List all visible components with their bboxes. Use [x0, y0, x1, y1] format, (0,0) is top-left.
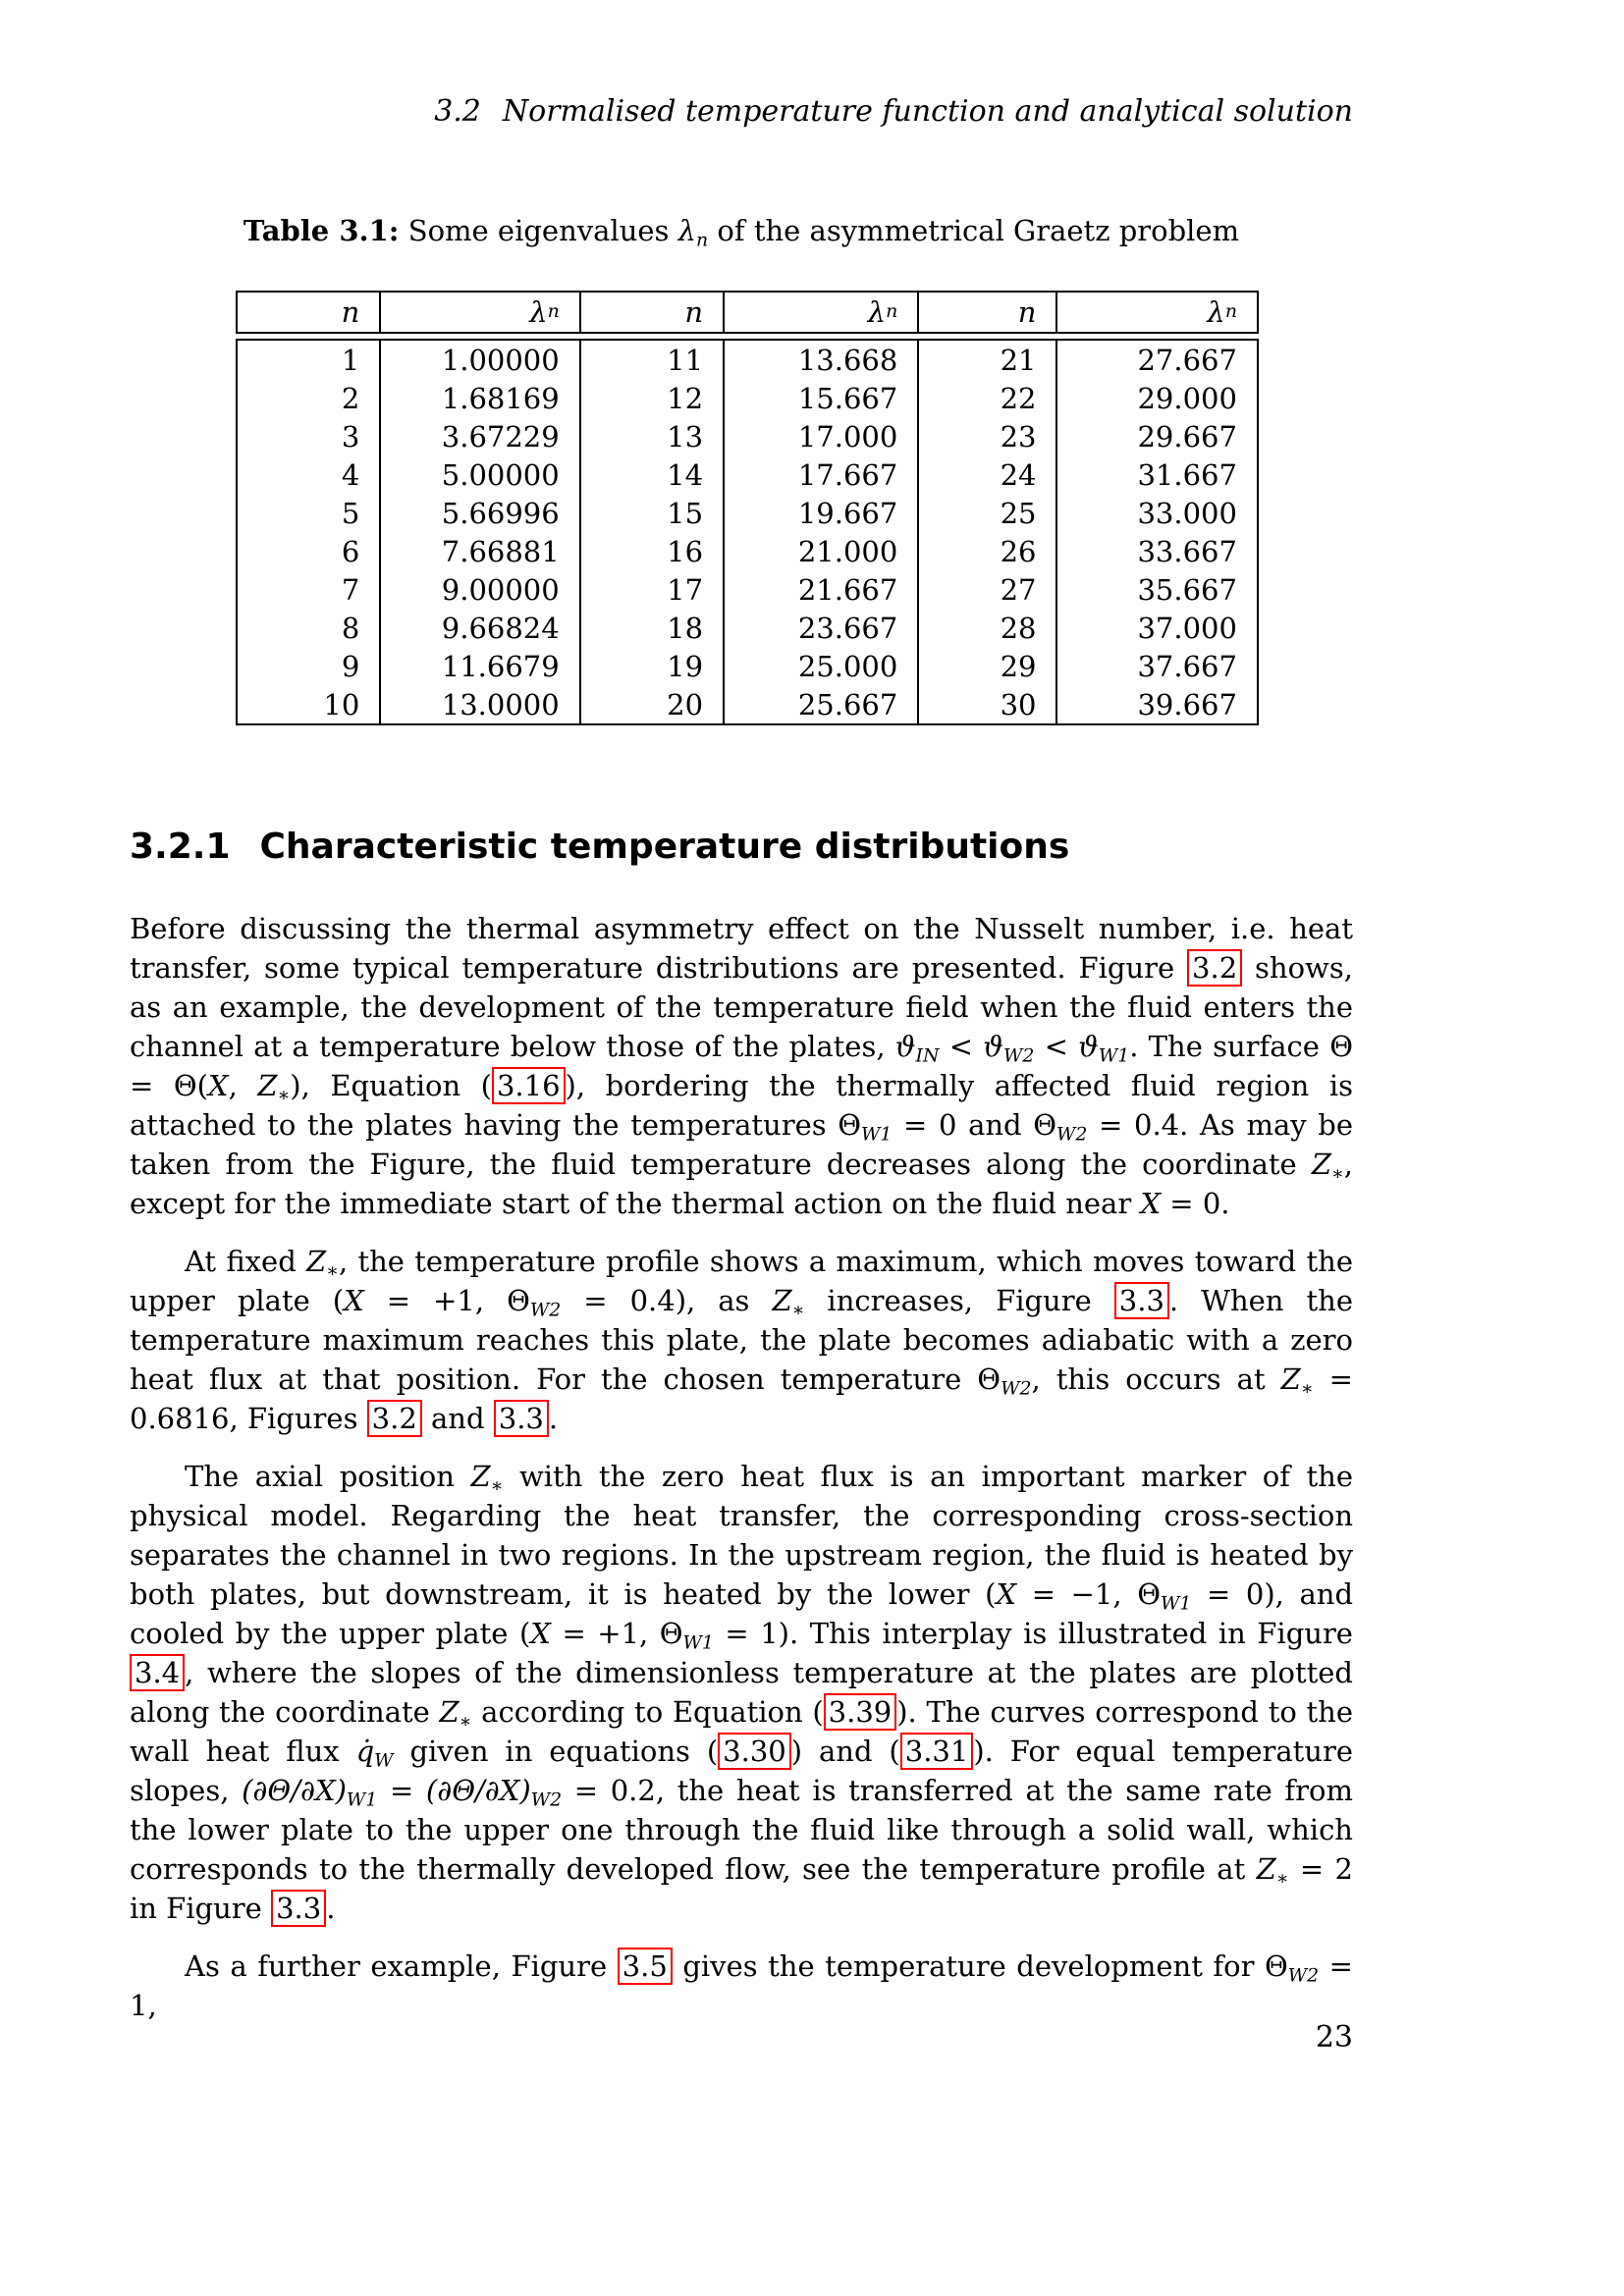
text-run: given in equations ( [393, 1735, 719, 1768]
paragraph-3 [130, 1457, 1353, 1928]
ref-link[interactable]: 3.3 [1114, 1282, 1169, 1319]
section-heading [130, 827, 1069, 867]
subscript: W2 [1002, 1045, 1035, 1067]
table-cell: 29.667 [1056, 417, 1256, 455]
math-symbol: n [1017, 295, 1037, 329]
subscript: ∗ [1275, 1868, 1289, 1890]
math-symbol: ϑ [894, 1030, 916, 1063]
page-number: 23 [1315, 2020, 1353, 2055]
table-cell: 23 [917, 417, 1056, 455]
table-cell: 10 [323, 687, 360, 721]
table-cell: 6 [341, 534, 360, 568]
table-cell: 15.667 [723, 379, 917, 417]
text-run: with the zero heat flux is an important marker of the physical model. Regarding the heat transfer, the corresponding cross-section separates the channel in two regions. In the upstream region, the fluid is heated by both plates, but downstream, it is heated by the lower ( [130, 1460, 1353, 1611]
ref-link[interactable]: 3.31 [900, 1733, 974, 1770]
body-text [130, 909, 1353, 2044]
subscript: ∗ [1300, 1378, 1314, 1400]
table-cell: 18 [579, 609, 723, 647]
text-run: , [228, 1069, 258, 1102]
math-symbol: Z [306, 1245, 327, 1278]
subscript: W1 [346, 1789, 378, 1811]
column-header: λ n [379, 293, 578, 332]
table-cell: 27 [917, 570, 1056, 609]
subscript: W1 [861, 1124, 893, 1146]
table-cell: 12 [579, 379, 723, 417]
text-run: = 0 and Θ [892, 1108, 1057, 1142]
text-run: = −1, Θ [1016, 1577, 1161, 1611]
table-cell: 35.667 [1056, 570, 1256, 609]
column-header: λ n [1056, 293, 1256, 332]
table-cell: 1.00000 [379, 341, 578, 379]
subscript: W1 [1161, 1593, 1192, 1615]
text-run: , except for the immediate start of the thermal action on the fluid near [130, 1148, 1353, 1220]
table-cell: 15 [579, 494, 723, 532]
text-run: < [1034, 1030, 1079, 1063]
math-symbol: X [344, 1284, 364, 1317]
table-cell: 26 [917, 532, 1056, 570]
text-run: ). The curves correspond to the wall heat flux [130, 1695, 1354, 1768]
column-header [579, 293, 723, 332]
math-symbol: X [530, 1617, 551, 1650]
table-cell: 17.000 [723, 417, 917, 455]
table-cell: 16 [579, 532, 723, 570]
text-run: Before discussing the thermal asymmetry effect on the Nusselt number, i.e. heat transfer, some typical temperature distributions are presented. Figure [130, 912, 1353, 985]
column-header [238, 293, 379, 332]
subscript: W2 [1287, 1965, 1320, 1987]
text-run: ) and ( [790, 1735, 900, 1768]
math-symbol: n [341, 295, 360, 329]
subscript: W2 [529, 1300, 562, 1321]
text-run: shows, as an example, the development of the temperature field when the fluid enters the channel at a temperature below those of the plates, [130, 951, 1353, 1063]
running-header-number: 3.2 [434, 94, 481, 129]
table-cell: 33.667 [1056, 532, 1256, 570]
table-cell: 5.00000 [379, 455, 578, 494]
text-run: ), bordering the thermally affected fluid region is attached to the plates having the temperatures Θ [130, 1069, 1353, 1142]
ref-link[interactable]: 3.39 [824, 1693, 897, 1731]
ref-link[interactable]: 3.2 [1187, 949, 1242, 987]
subscript: W1 [682, 1632, 714, 1654]
text-run: = 0), and cooled by the upper plate ( [130, 1577, 1354, 1650]
math-symbol: λ [677, 214, 697, 247]
table-cell: 20 [579, 685, 723, 723]
table-cell: 9 [341, 649, 360, 683]
table-cell: 13 [579, 417, 723, 455]
table-cell: 7 [341, 572, 360, 607]
text-run: = 0. [1161, 1187, 1230, 1220]
math-symbol: q̇ [355, 1735, 375, 1768]
table-cell: 25 [917, 494, 1056, 532]
math-symbol: Z [439, 1695, 460, 1729]
ref-link[interactable]: 3.30 [718, 1733, 791, 1770]
subscript: W [374, 1750, 394, 1772]
math-symbol: ϑ [1078, 1030, 1099, 1063]
table-cell: 21.667 [723, 570, 917, 609]
text-run: , this occurs at [1031, 1362, 1281, 1396]
table-cell: 14 [579, 455, 723, 494]
subscript: W2 [1056, 1124, 1088, 1146]
ref-link[interactable]: 3.3 [271, 1890, 326, 1927]
text-run: . The surface Θ = Θ( [130, 1030, 1353, 1102]
math-symbol: X [1140, 1187, 1162, 1220]
ref-link[interactable]: 3.5 [618, 1948, 673, 1985]
math-symbol: Z [1256, 1852, 1276, 1886]
text-run: = 0.4. As may be taken from the Figure, the fluid temperature decreases along the coordinate [130, 1108, 1353, 1181]
table-cell: 39.667 [1056, 685, 1256, 723]
table-cell: 11.6679 [379, 647, 578, 685]
table-cell: 21.000 [723, 532, 917, 570]
ref-link[interactable]: 3.4 [130, 1654, 185, 1691]
table-cell: 24 [917, 455, 1056, 494]
paragraph-4 [130, 1947, 1353, 2025]
subscript: W2 [530, 1789, 563, 1811]
section-title: Characteristic temperature distributions [259, 827, 1070, 867]
table-cell: 28 [917, 609, 1056, 647]
table-cell: 33.000 [1056, 494, 1256, 532]
text-run: = 0.2, the heat is transferred at the same rate from the lower plate to the upper one through the fluid like through a solid wall, which corresponds to the thermally developed flow, see the temperature profile at [130, 1774, 1353, 1886]
running-header-title: Normalised temperature function and analytical solution [502, 94, 1353, 129]
section-number: 3.2.1 [130, 827, 231, 867]
math-symbol: Z [1311, 1148, 1331, 1181]
table-cell: 9.66824 [379, 609, 578, 647]
subscript: ∗ [490, 1475, 504, 1497]
table-cell: 22 [917, 379, 1056, 417]
text-run: Some eigenvalues [399, 214, 678, 247]
table-cell: 25.000 [723, 647, 917, 685]
table-cell: 17.667 [723, 455, 917, 494]
running-header [130, 94, 1353, 129]
math-symbol: Z [257, 1069, 278, 1102]
eigenvalues-table [236, 291, 1259, 725]
math-symbol: λ [529, 295, 548, 329]
math-symbol: (∂Θ/∂X) [242, 1774, 347, 1807]
table-cell: 27.667 [1056, 341, 1256, 379]
table-cell: 13.668 [723, 341, 917, 379]
table-cell: 23.667 [723, 609, 917, 647]
text-run: = 2 in Figure [130, 1852, 1354, 1925]
table-cell: 31.667 [1056, 455, 1256, 494]
subscript: n [696, 230, 709, 251]
text-run: ), Equation ( [290, 1069, 492, 1102]
math-symbol: Z [772, 1284, 792, 1317]
table-cell: 29 [917, 647, 1056, 685]
text-run: , the temperature profile shows a maximum, which moves toward the upper plate ( [130, 1245, 1353, 1317]
table-cell: 30 [917, 685, 1056, 723]
subscript: ∗ [459, 1711, 472, 1733]
text-run: As a further example, Figure [185, 1949, 618, 1983]
table-cell: 3 [341, 419, 360, 454]
math-symbol: λ [1207, 295, 1225, 329]
subscript: ∗ [277, 1085, 291, 1106]
text-run: according to Equation ( [471, 1695, 824, 1729]
text-run: . [548, 1402, 559, 1435]
math-symbol: X [207, 1069, 229, 1102]
subscript: W1 [1098, 1045, 1130, 1067]
table-cell: 1.68169 [379, 379, 578, 417]
text-run: At fixed [185, 1245, 307, 1278]
caption-label: Table 3.1: [243, 214, 400, 247]
math-symbol: Z [1280, 1362, 1301, 1396]
text-run: ). For equal temperature slopes, [130, 1735, 1353, 1807]
text-run: = +1, Θ [550, 1617, 683, 1650]
table-cell: 19 [579, 647, 723, 685]
table-cell: 3.67229 [379, 417, 578, 455]
table-cell: 4 [341, 457, 360, 492]
table-body [236, 339, 1259, 725]
paragraph-2 [130, 1242, 1353, 1438]
math-symbol: (∂Θ/∂X) [425, 1774, 531, 1807]
table-cell: 8 [341, 611, 360, 645]
ref-link[interactable]: 3.2 [367, 1400, 422, 1437]
text-run: increases, Figure [804, 1284, 1114, 1317]
text-run: and [421, 1402, 494, 1435]
column-header: λ n [723, 293, 917, 332]
table-cell: 17 [579, 570, 723, 609]
text-run: , where the slopes of the dimensionless temperature at the plates are plotted along the coordinate [130, 1656, 1353, 1729]
table-cell: 5.66996 [379, 494, 578, 532]
math-symbol: X [996, 1577, 1017, 1611]
text-run: The axial position [185, 1460, 471, 1493]
paragraph-1 [130, 909, 1353, 1223]
table-cell: 29.000 [1056, 379, 1256, 417]
subscript: ∗ [326, 1260, 339, 1282]
ref-link[interactable]: 3.16 [492, 1067, 566, 1104]
text-run: = 1, [130, 1949, 1353, 2022]
text-run: < [939, 1030, 984, 1063]
subscript: IN [915, 1045, 940, 1067]
text-run: = +1, Θ [363, 1284, 530, 1317]
text-run: . [326, 1892, 336, 1925]
math-symbol: Z [470, 1460, 491, 1493]
column-header [917, 293, 1056, 332]
table-caption [130, 214, 1353, 251]
table-cell: 37.000 [1056, 609, 1256, 647]
subscript: ∗ [1330, 1163, 1344, 1185]
text-run: = 1). This interplay is illustrated in Figure [713, 1617, 1353, 1650]
text-run: of the asymmetrical Graetz problem [708, 214, 1240, 247]
table-cell: 13.0000 [379, 685, 578, 723]
math-symbol: ϑ [983, 1030, 1003, 1063]
table-cell: 9.00000 [379, 570, 578, 609]
text-run: = 0.4), as [561, 1284, 773, 1317]
table-cell: 5 [341, 496, 360, 530]
table-header-row [236, 291, 1259, 334]
table-cell: 1 [341, 343, 360, 377]
table-cell: 21 [917, 341, 1056, 379]
subscript: ∗ [791, 1300, 805, 1321]
text-run: . When the temperature maximum reaches this plate, the plate becomes adiabatic with a zero heat flux at that position. For the chosen temperature Θ [130, 1284, 1353, 1396]
text-run: gives the temperature development for Θ [672, 1949, 1288, 1983]
table-cell: 7.66881 [379, 532, 578, 570]
math-symbol: λ [867, 295, 887, 329]
math-symbol: n [684, 295, 704, 329]
table-cell: 25.667 [723, 685, 917, 723]
ref-link[interactable]: 3.3 [494, 1400, 549, 1437]
text-run: = [377, 1774, 426, 1807]
table-cell: 37.667 [1056, 647, 1256, 685]
subscript: W2 [1001, 1378, 1032, 1400]
table-cell: 19.667 [723, 494, 917, 532]
table-cell: 11 [579, 341, 723, 379]
text-run: = 0.6816, Figures [130, 1362, 1353, 1435]
table-cell: 2 [341, 381, 360, 415]
